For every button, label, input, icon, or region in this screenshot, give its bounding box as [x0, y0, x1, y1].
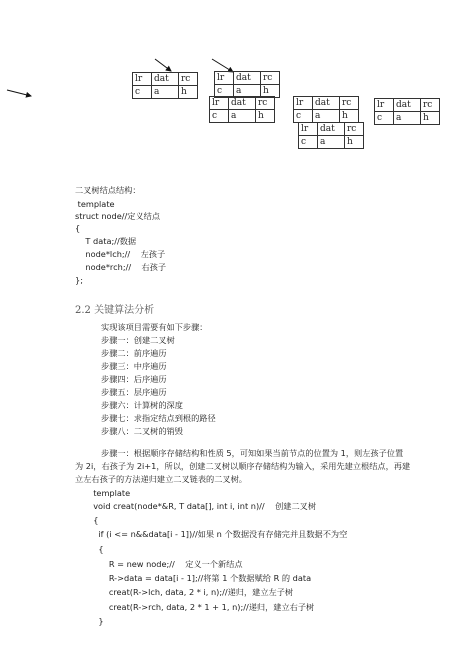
- struct-line-3: {: [75, 223, 81, 233]
- step-item: 步骤二：前序遍历: [101, 348, 167, 358]
- arrow-left: [7, 90, 31, 96]
- node-box-5: lr dat rc c a h: [374, 98, 440, 125]
- code-line-4: if (i <= n&&data[i - 1])//如果 n 个数据没有存储完并且数据不为空: [88, 529, 348, 539]
- code-line-2: void creat(node*&R, T data[], int i, int n)// 创建二叉树: [88, 501, 317, 511]
- struct-line-5: node*lch;// 左孩子: [75, 249, 166, 259]
- paragraph-line-2: 为 2i，右孩子为 2i+1，所以，创建二叉树以顺序存储结构为输入，采用先建立根结点，再建: [75, 461, 411, 471]
- struct-line-4: T data;//数据: [75, 236, 137, 246]
- code-line-6: R = new node;// 定义一个新结点: [88, 559, 243, 569]
- node-box-6: lr dat rc c a h: [298, 122, 364, 149]
- arrow-node2: [155, 59, 171, 71]
- code-line-3: {: [88, 515, 99, 525]
- step-item: 步骤六：计算树的深度: [101, 400, 183, 410]
- node-box-4: lr dat rc c a h: [293, 96, 359, 123]
- step-item: 步骤八：二叉树的销毁: [101, 426, 183, 436]
- struct-line-2: struct node//定义结点: [75, 211, 161, 221]
- node-box-2: lr dat rc c a h: [214, 71, 280, 98]
- paragraph-line-3: 立左右孩子的方法递归建立二叉链表的二叉树。: [75, 474, 247, 484]
- struct-title: 二叉树结点结构：: [75, 185, 141, 195]
- steps-intro: 实现该项目需要有如下步骤：: [101, 322, 208, 332]
- step-item: 步骤一：创建二叉树: [101, 335, 175, 345]
- struct-line-1: template: [75, 199, 115, 209]
- code-line-10: }: [88, 616, 104, 626]
- struct-line-7: };: [75, 275, 83, 285]
- struct-line-6: node*rch;// 右孩子: [75, 262, 167, 272]
- node-box-1: lr dat rc c a h: [132, 72, 198, 99]
- code-line-1: template: [88, 488, 131, 498]
- step-item: 步骤七：求指定结点到根的路径: [101, 413, 216, 423]
- step-item: 步骤四：后序遍历: [101, 374, 167, 384]
- step-item: 步骤五：层序遍历: [101, 387, 167, 397]
- code-line-7: R->data = data[i - 1];//将第 1 个数据赋给 R 的 data: [88, 573, 312, 583]
- code-line-5: {: [88, 544, 104, 554]
- node-box-3: lr dat rc c a h: [209, 96, 275, 123]
- code-line-8: creat(R->lch, data, 2 * i, n);//递归，建立左子树: [88, 587, 294, 597]
- step-item: 步骤三：中序遍历: [101, 361, 167, 371]
- code-line-9: creat(R->rch, data, 2 * 1 + 1, n);//递归，建立右子树: [88, 602, 315, 612]
- section-heading: 2.2 关键算法分析: [75, 305, 155, 316]
- paragraph-line-1: 步骤一：根据顺序存储结构和性质 5，可知如果当前节点的位置为 1，则左孩子位置: [101, 448, 404, 458]
